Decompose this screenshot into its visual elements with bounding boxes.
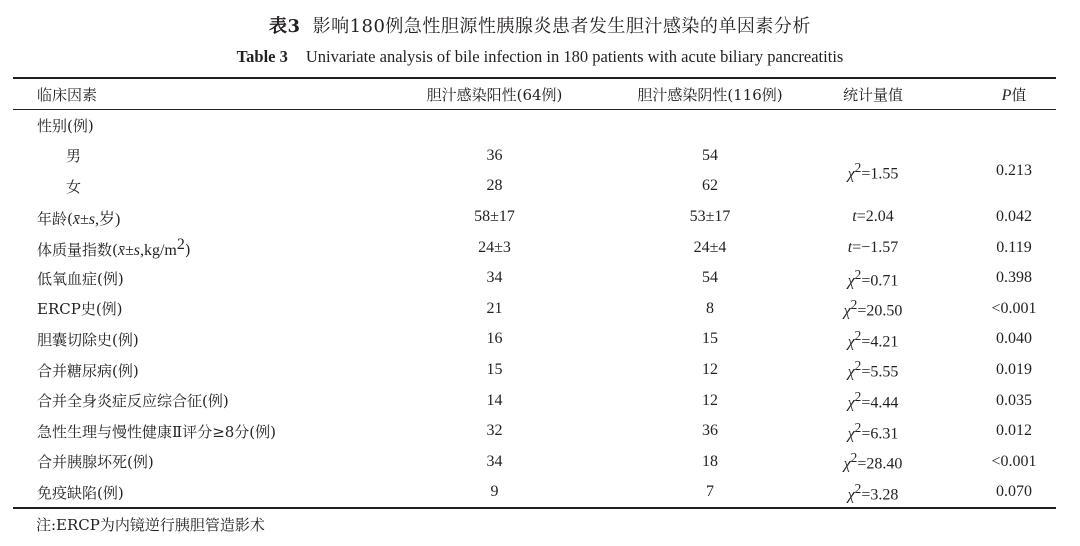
factor-label: 胆囊切除史(例) [37,330,139,349]
statistic-symbol: χ [847,424,855,442]
factor-label-suffix: ,kg/m [139,241,177,259]
table-row [13,232,1080,263]
table-row [13,110,1080,141]
factor-label-close: ) [184,240,191,259]
table-row [13,294,1080,325]
table-footnote: 注:ERCP为内镜逆行胰胆管造影术 [36,516,265,534]
statistic-value: =3.28 [861,486,899,504]
statistic-superscript: 2 [854,388,862,404]
table-header-row [13,79,1080,110]
negative-count-cell: 8 [706,299,714,317]
statistic-cell [798,294,948,325]
statistic-value: =4.44 [861,394,899,412]
statistic-value: =6.31 [861,424,899,442]
factor-label: 免疫缺陷(例) [37,483,124,502]
table-row [13,385,1080,416]
negative-count-cell [622,110,798,141]
statistic-superscript: 2 [854,358,862,374]
positive-count-cell: 15 [486,361,503,379]
positive-count-cell: 21 [486,299,503,317]
statistic-value: =4.21 [861,333,899,351]
factor-cell [13,202,367,233]
statistic-symbol: χ [847,394,855,412]
negative-count-cell: 36 [702,422,718,440]
table-caption-chinese [0,12,1080,38]
statistic-superscript: 2 [854,327,862,343]
factor-cell [13,447,367,478]
p-value-cell: 0.012 [996,422,1032,440]
statistic-superscript: 2 [854,159,862,175]
table-row [13,355,1080,386]
statistic-value: =28.40 [857,455,903,473]
positive-count-cell: 34 [486,269,503,287]
factor-label-suffix: ,岁) [94,210,121,228]
table-title-en: Univariate analysis of bile infection in 180 patients with acute biliary pancreatitis [305,47,844,66]
univariate-analysis-table [13,79,1080,508]
statistic-symbol: t [852,208,857,226]
positive-count-cell: 14 [486,391,503,409]
factor-label: 性别(例) [37,116,94,135]
factor-label: 女 [66,177,82,196]
negative-count-cell: 54 [702,146,718,164]
table-caption-english [0,47,1080,67]
statistic-value: =0.71 [861,271,899,289]
factor-cell [13,110,367,141]
header-stat: 统计量值 [842,86,903,104]
factor-cell [13,294,367,325]
table-row [13,477,1080,508]
statistic-superscript: 2 [850,450,858,466]
factor-cell [13,232,367,263]
negative-count-cell: 24±4 [693,238,727,256]
negative-count-cell: 62 [702,177,718,195]
statistic-cell [798,232,948,263]
header-p-value [948,79,1080,110]
factor-label: 男 [66,147,82,166]
statistic-value: =5.55 [861,363,899,381]
positive-count-cell: 32 [486,422,503,440]
factor-label-prefix: 年龄( [37,209,73,228]
statistic-symbol: χ [843,302,851,320]
factor-label: 急性生理与慢性健康Ⅱ评分≥8分(例) [37,422,277,441]
statistic-symbol: χ [847,271,855,289]
positive-count-cell: 24±3 [478,238,511,256]
statistic-symbol: χ [847,363,855,381]
statistic-value: =2.04 [856,208,894,226]
table-row [13,416,1080,447]
statistic-cell [798,416,948,447]
header-p-suffix: 值 [1011,86,1027,104]
factor-cell [13,324,367,355]
negative-count-cell: 54 [702,269,718,287]
table-row [13,202,1080,233]
negative-count-cell: 53±17 [689,208,731,226]
p-value-cell: 0.119 [996,238,1032,256]
statistic-value: =20.50 [857,302,903,320]
factor-unit-superscript: 2 [176,235,185,253]
factor-label: 合并胰腺坏死(例) [37,453,154,472]
table-body [13,110,1080,508]
header-factor: 临床因素 [37,86,98,104]
factor-label: ERCP史(例) [37,300,123,319]
p-value-cell: 0.019 [996,361,1032,379]
statistic-cell [798,355,948,386]
statistic-cell [798,385,948,416]
statistic-cell [798,324,948,355]
table-row [13,447,1080,478]
p-value-cell: <0.001 [991,452,1037,470]
statistic-superscript: 2 [850,297,858,313]
factor-mean-sd-symbol: x̄±s [117,241,140,259]
statistic-symbol: t [847,238,853,256]
table-row [13,324,1080,355]
factor-cell [13,477,367,508]
p-value-cell: 0.213 [996,162,1032,180]
negative-count-cell: 12 [702,361,718,379]
p-value-cell: 0.040 [996,330,1032,348]
positive-count-cell: 34 [486,452,503,470]
statistic-cell [798,110,948,141]
table-number-cn: 表3 [269,16,301,37]
negative-count-cell: 12 [702,391,718,409]
negative-count-cell: 15 [702,330,718,348]
p-value-cell: 0.070 [996,483,1032,501]
table-title-cn: 影响180例急性胆源性胰腺炎患者发生胆汁感染的单因素分析 [312,16,811,37]
positive-count-cell: 28 [486,177,503,195]
statistic-cell [798,202,948,233]
statistic-symbol: χ [843,455,851,473]
factor-label: 合并糖尿病(例) [37,361,139,380]
factor-cell [13,385,367,416]
factor-label-prefix: 体质量指数( [37,240,118,259]
factor-cell [13,355,367,386]
header-positive: 胆汁感染阳性(64例) [426,86,563,104]
positive-count-cell [367,110,622,141]
statistic-cell [798,447,948,478]
statistic-superscript: 2 [854,266,862,282]
factor-cell [13,263,367,294]
factor-mean-sd-symbol: x̄±s [72,210,95,228]
statistic-superscript: 2 [854,419,862,435]
p-value-cell [948,110,1080,141]
statistic-cell [798,263,948,294]
statistic-symbol: χ [847,333,855,351]
statistic-value: =1.55 [861,164,899,182]
table-row [13,141,1080,172]
header-p-symbol: P [1001,87,1012,104]
factor-cell [13,416,367,447]
p-value-cell: 0.042 [996,208,1032,226]
negative-count-cell: 18 [702,452,718,470]
positive-count-cell: 58±17 [474,208,515,226]
statistic-value: =−1.57 [852,238,899,256]
positive-count-cell: 9 [490,483,499,501]
table-number-en: Table 3 [236,47,288,66]
factor-cell [13,171,367,202]
factor-cell [13,141,367,172]
table-row [13,263,1080,294]
negative-count-cell: 7 [706,483,714,501]
statistic-symbol: χ [847,486,855,504]
header-negative: 胆汁感染阴性(116例) [637,86,783,104]
p-value-cell: 0.035 [996,391,1032,409]
statistic-cell [798,477,948,508]
positive-count-cell: 36 [486,146,503,164]
statistic-superscript: 2 [854,480,862,496]
statistic-symbol: χ [847,164,855,182]
factor-label: 低氧血症(例) [37,269,124,288]
statistic-cell [798,141,948,202]
factor-label: 合并全身炎症反应综合征(例) [37,392,229,411]
p-value-cell: <0.001 [991,299,1037,317]
positive-count-cell: 16 [486,330,503,348]
p-value-cell: 0.398 [996,269,1032,287]
